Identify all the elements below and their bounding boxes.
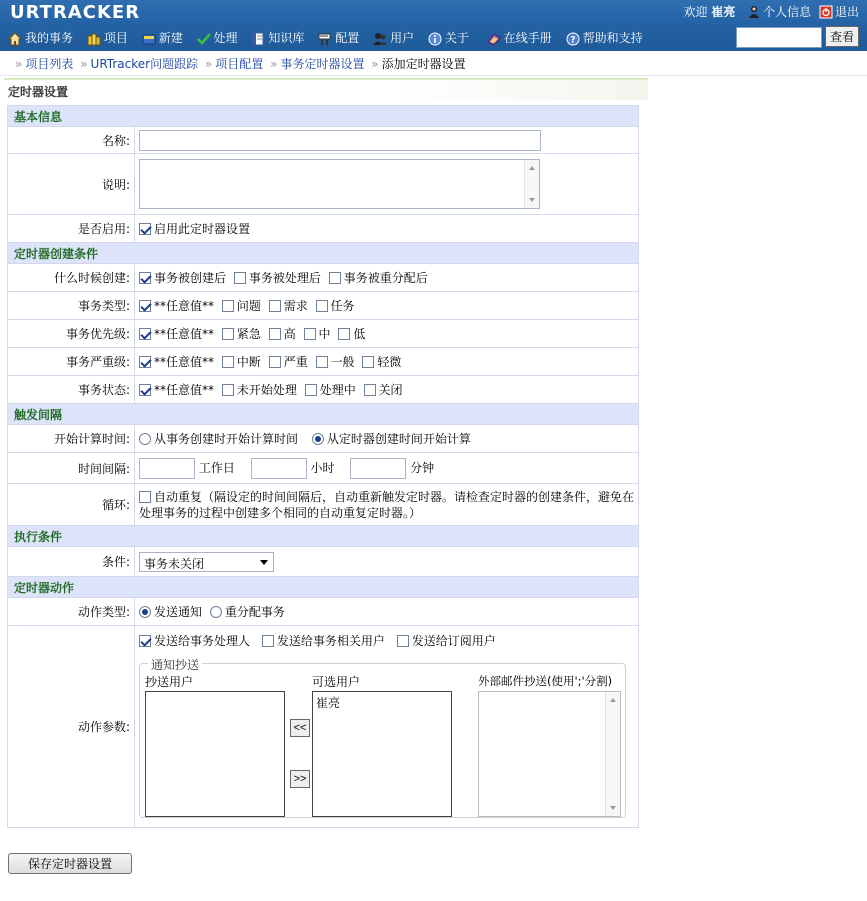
- action-type-option[interactable]: 重分配事务: [210, 605, 285, 619]
- type-label: 事务类型:: [8, 292, 135, 320]
- logout-label: 退出: [834, 5, 859, 19]
- action-type-label: 动作类型:: [8, 598, 135, 626]
- enabled-label: 是否启用:: [8, 215, 135, 243]
- available-users-list[interactable]: [312, 691, 452, 817]
- priority-option[interactable]: 低: [338, 327, 365, 341]
- nav-label: 用户: [390, 31, 415, 45]
- severity-option[interactable]: 轻微: [362, 355, 401, 369]
- unit-hours: 小时: [310, 460, 335, 475]
- folders-icon: [87, 32, 101, 46]
- cond-label: 条件:: [8, 547, 135, 577]
- type-option[interactable]: 任务: [316, 299, 355, 313]
- loop-checkbox[interactable]: [139, 491, 151, 503]
- days-input[interactable]: [139, 458, 195, 479]
- nav-label: 关于: [444, 31, 469, 45]
- timer-form: [7, 105, 639, 828]
- config-icon: [318, 32, 332, 46]
- action-type-option[interactable]: 发送通知: [139, 605, 202, 619]
- app-logo: URTRACKER: [10, 2, 141, 23]
- nav-label: 知识库: [268, 31, 305, 45]
- info-icon: [428, 32, 442, 46]
- status-option[interactable]: **任意值**: [139, 383, 214, 397]
- svg-text:?: ?: [569, 35, 576, 45]
- section-action: 定时器动作: [8, 577, 639, 598]
- external-email-textarea[interactable]: [478, 691, 621, 817]
- welcome-text: 欢迎: [683, 5, 708, 19]
- nav-new[interactable]: [142, 29, 183, 46]
- new-icon: [142, 32, 156, 46]
- priority-option[interactable]: 紧急: [222, 327, 261, 341]
- person-icon: [747, 5, 761, 19]
- unit-minutes: 分钟: [410, 460, 435, 475]
- cc-users-label: 抄送用户: [145, 675, 194, 689]
- logout-icon: [819, 5, 833, 19]
- nav-label: 在线手册: [503, 31, 552, 45]
- logout-link[interactable]: [819, 4, 859, 18]
- minutes-input[interactable]: [350, 458, 406, 479]
- type-option[interactable]: **任意值**: [139, 299, 214, 313]
- type-option[interactable]: 需求: [269, 299, 308, 313]
- when-option[interactable]: 事务被重分配后: [329, 271, 428, 285]
- nav-config[interactable]: [318, 29, 359, 46]
- priority-option[interactable]: 中: [304, 327, 331, 341]
- unit-days: 工作日: [198, 460, 235, 475]
- loop-label: 循环:: [8, 484, 135, 526]
- cc-legend: 通知抄送: [148, 656, 202, 673]
- nav-label: 新建: [158, 31, 183, 45]
- enabled-checkbox[interactable]: 启用此定时器设置: [139, 222, 250, 236]
- start-option[interactable]: 从定时器创建时间开始计算: [312, 432, 471, 446]
- nav-label: 帮助和支持: [582, 31, 643, 45]
- send-option[interactable]: 发送给事务相关用户: [262, 634, 385, 648]
- severity-option[interactable]: 一般: [316, 355, 355, 369]
- breadcrumb-link[interactable]: 项目配置: [215, 57, 264, 71]
- start-label: 开始计算时间:: [8, 425, 135, 453]
- textarea-scrollbar[interactable]: [605, 692, 620, 816]
- status-label: 事务状态:: [8, 376, 135, 404]
- chevron-down-icon: [260, 560, 268, 565]
- send-option[interactable]: 发送给订阅用户: [397, 634, 496, 648]
- checkbox[interactable]: [139, 223, 151, 235]
- hours-input[interactable]: [251, 458, 307, 479]
- cc-users-list[interactable]: [145, 691, 285, 817]
- search-button[interactable]: 查看: [825, 26, 859, 47]
- add-user-button[interactable]: <<: [290, 719, 310, 737]
- nav-process[interactable]: [197, 29, 238, 46]
- section-interval: 触发间隔: [8, 404, 639, 425]
- home-icon: [8, 32, 22, 46]
- type-option[interactable]: 问题: [222, 299, 261, 313]
- breadcrumb-link[interactable]: 事务定时器设置: [280, 57, 365, 71]
- nav-projects[interactable]: [87, 29, 128, 46]
- when-option[interactable]: 事务被创建后: [139, 271, 226, 285]
- params-label: 动作参数:: [8, 626, 135, 828]
- start-option[interactable]: 从事务创建时开始计算时间: [139, 432, 298, 446]
- check-icon: [197, 32, 211, 46]
- nav-about[interactable]: [428, 29, 469, 46]
- priority-label: 事务优先级:: [8, 320, 135, 348]
- external-label: 外部邮件抄送(使用';'分割): [478, 674, 613, 688]
- severity-option[interactable]: **任意值**: [139, 355, 214, 369]
- available-label: 可选用户: [312, 675, 361, 689]
- nav-my-issues[interactable]: [8, 29, 73, 46]
- user-name: 崔亮: [711, 5, 736, 19]
- breadcrumb-link[interactable]: URTracker问题跟踪: [90, 57, 199, 71]
- book-icon: [251, 32, 265, 46]
- nav-label: 配置: [335, 31, 360, 45]
- desc-textarea[interactable]: [139, 159, 540, 209]
- status-option[interactable]: 未开始处理: [222, 383, 297, 397]
- main-nav: [8, 29, 653, 46]
- nav-manual[interactable]: [487, 29, 552, 46]
- loop-text: 自动重复（隔设定的时间间隔后，自动重新触发定时器。请检查定时器的创建条件，避免在处理事务的过程中创建多个相同的自动重复定时器。）: [139, 489, 635, 520]
- nav-help[interactable]: [566, 29, 643, 46]
- section-basic: 基本信息: [8, 106, 639, 127]
- search-input[interactable]: [736, 27, 822, 48]
- nav-label: 我的事务: [25, 31, 74, 45]
- severity-option[interactable]: 中断: [222, 355, 261, 369]
- breadcrumb-current: 添加定时器设置: [381, 57, 466, 71]
- priority-option[interactable]: **任意值**: [139, 327, 214, 341]
- status-option[interactable]: 关闭: [364, 383, 403, 397]
- user-area: [683, 3, 859, 20]
- nav-knowledge[interactable]: [251, 29, 304, 46]
- nav-label: 项目: [103, 31, 128, 45]
- priority-option[interactable]: 高: [269, 327, 296, 341]
- section-exec: 执行条件: [8, 526, 639, 547]
- top-bar: [0, 0, 867, 51]
- profile-link[interactable]: [747, 4, 815, 18]
- desc-label: 说明:: [8, 154, 135, 215]
- remove-user-button[interactable]: >>: [290, 770, 310, 788]
- profile-label: 个人信息: [763, 5, 812, 19]
- textarea-scrollbar[interactable]: [524, 160, 539, 208]
- help-icon: [566, 32, 580, 46]
- breadcrumb-link[interactable]: 项目列表: [25, 57, 74, 71]
- name-input[interactable]: [139, 130, 541, 151]
- list-item[interactable]: 崔亮: [316, 696, 341, 710]
- nav-label: 处理: [213, 31, 238, 45]
- severity-label: 事务严重级:: [8, 348, 135, 376]
- status-option[interactable]: 处理中: [305, 383, 356, 397]
- name-label: 名称:: [8, 127, 135, 154]
- cond-select[interactable]: 事务未关闭: [139, 552, 274, 572]
- nav-users[interactable]: [373, 29, 414, 46]
- breadcrumb: » 项目列表 » URTracker问题跟踪 » 项目配置 » 事务定时器设置 » 添加定时器设置: [15, 57, 466, 71]
- cc-fieldset: [139, 658, 626, 818]
- page-title: 定时器设置: [4, 78, 648, 100]
- when-label: 什么时候创建:: [8, 264, 135, 292]
- manual-icon: [487, 32, 501, 46]
- when-option[interactable]: 事务被处理后: [234, 271, 321, 285]
- severity-option[interactable]: 严重: [269, 355, 308, 369]
- interval-label: 时间间隔:: [8, 453, 135, 484]
- send-option[interactable]: 发送给事务处理人: [139, 634, 250, 648]
- section-create-cond: 定时器创建条件: [8, 243, 639, 264]
- save-button[interactable]: 保存定时器设置: [8, 853, 132, 874]
- users-icon: [373, 32, 387, 46]
